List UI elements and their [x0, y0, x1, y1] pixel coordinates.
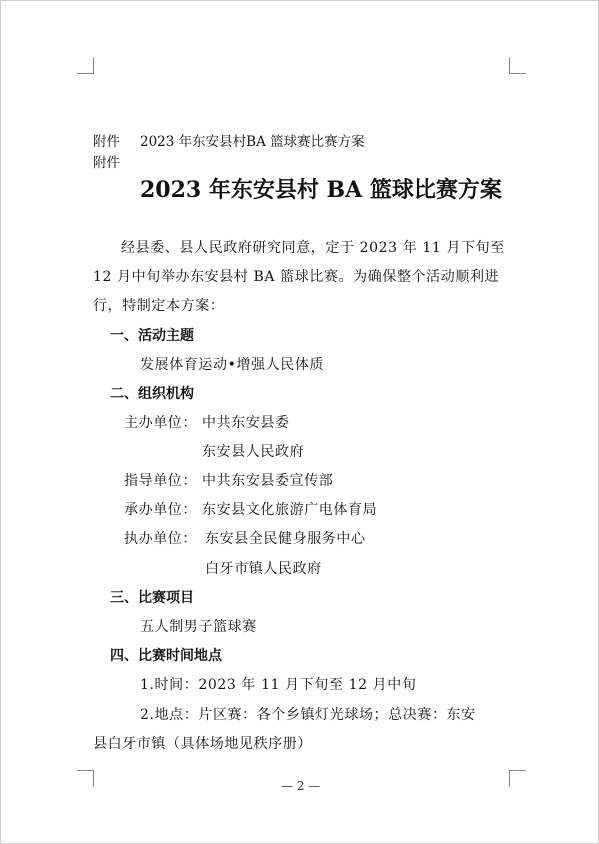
org-guide: 中共东安县委宣传部 — [202, 473, 334, 489]
crop-mark-bottom-right — [509, 770, 526, 787]
crop-mark-top-left — [77, 57, 94, 74]
section-heading-theme: 一、活动主题 — [110, 328, 194, 344]
theme-text: 发展体育运动•增强人民体质 — [140, 357, 325, 373]
org-execute-1: 东安县全民健身服务中心 — [205, 531, 366, 547]
org-execute-label: 执办单位： — [124, 531, 197, 547]
place-line-2: 县白牙市镇（具体场地见秩序册） — [93, 736, 312, 752]
crop-mark-bottom-left — [77, 770, 94, 787]
section-heading-organization: 二、组织机构 — [110, 386, 194, 402]
org-execute-2: 白牙市镇人民政府 — [205, 561, 322, 577]
event-text: 五人制男子篮球赛 — [140, 619, 257, 635]
attachment-label-1: 附件 — [93, 134, 120, 150]
intro-line-3: 行，特制定本方案： — [93, 298, 225, 314]
page-number: — 2 — — [281, 779, 321, 793]
document-title: 2023 年东安县村 BA 篮球比赛方案 — [140, 177, 502, 203]
attachment-title: 2023 年东安县村BA 篮球赛比赛方案 — [140, 134, 365, 150]
org-host-2: 东安县人民政府 — [202, 444, 305, 460]
section-heading-time-place: 四、比赛时间地点 — [110, 648, 222, 664]
time-line: 1.时间：2023 年 11 月下旬至 12 月中旬 — [140, 677, 417, 693]
org-guide-label: 指导单位： — [124, 473, 197, 489]
attachment-label-2: 附件 — [93, 155, 120, 171]
intro-line-1: 经县委、县人民政府研究同意，定于 2023 年 11 月下旬至 — [121, 240, 505, 256]
org-host-label: 主办单位： — [124, 415, 197, 431]
crop-mark-top-right — [509, 57, 526, 74]
section-heading-event: 三、比赛项目 — [110, 590, 194, 606]
org-host-1: 中共东安县委 — [202, 415, 290, 431]
place-line-1: 2.地点：片区赛：各个乡镇灯光球场；总决赛：东安 — [140, 707, 476, 723]
intro-line-2: 12 月中旬举办东安县村 BA 篮球比赛。为确保整个活动顺利进 — [93, 269, 500, 285]
org-undertake-label: 承办单位： — [124, 502, 197, 518]
org-undertake: 东安县文化旅游广电体育局 — [202, 502, 378, 518]
